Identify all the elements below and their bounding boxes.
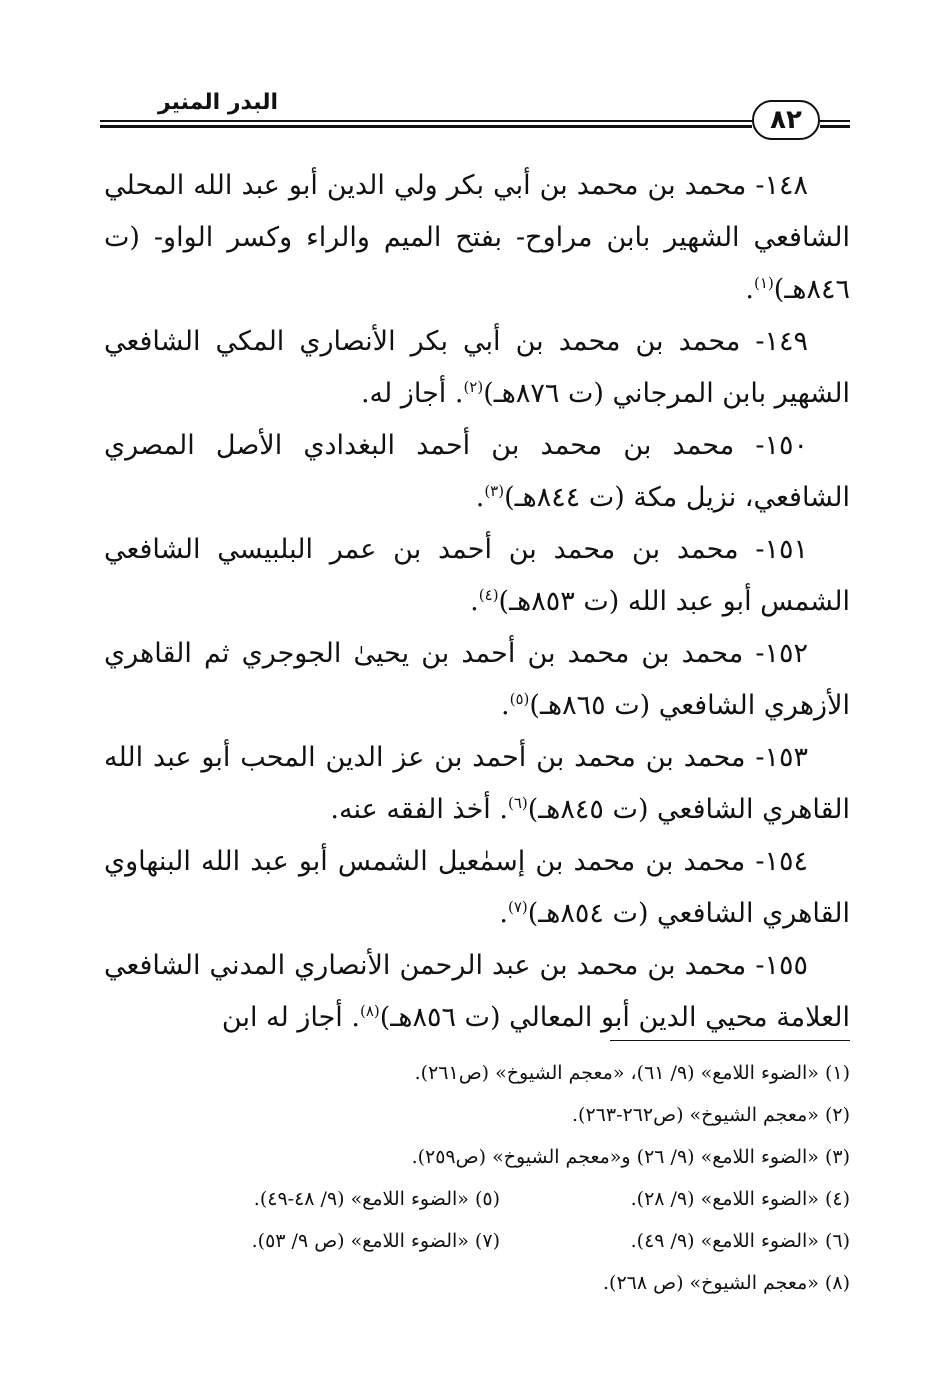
entry-number: ١٤٨ [764, 170, 808, 201]
header-rule-right-thick [820, 125, 850, 128]
entry-number: ١٥٤ [764, 846, 808, 877]
footnote-7: (٧) «الضوء اللامع» (ص ٩/ ٥٣). [251, 1230, 500, 1252]
footnote-ref[interactable]: (١) [754, 274, 774, 292]
footnote-row-4-5 [150, 1178, 850, 1220]
page-header [100, 84, 850, 144]
entry-text: محمد بن محمد بن أبي بكر ولي الدين أبو عبد الله المحلي الشافعي الشهير بابن مراوح- بفتح الميم والراء وكسر الواو- (ت ٨٤٦هـ) [104, 170, 850, 305]
entry-text: محمد بن محمد بن أحمد بن يحيىٰ الجوجري ثم القاهري الأزهري الشافعي (ت ٨٦٥هـ) [104, 638, 850, 721]
entry-tail: . [470, 586, 479, 617]
footnote-ref[interactable]: (٣) [484, 482, 505, 500]
footnote-4: (٤) «الضوء اللامع» (٩/ ٢٨). [630, 1188, 850, 1210]
footnote-ref[interactable]: (٢) [463, 378, 484, 396]
entry-text: محمد بن محمد بن أحمد البغدادي الأصل المصري الشافعي، نزيل مكة (ت ٨٤٤هـ) [104, 430, 850, 513]
main-text [104, 160, 850, 1044]
footnote-8: (٨) «معجم الشيوخ» (ص ٢٦٨). [602, 1272, 850, 1294]
entry-152: ١٥٢- محمد بن محمد بن أحمد بن يحيىٰ الجوجري ثم القاهري الأزهري الشافعي (ت ٨٦٥هـ)$^{(٥)}$. [104, 638, 850, 721]
book-title: البدر المنير [157, 90, 278, 115]
footnote-2: (٢) «معجم الشيوخ» (ص٢٦٢-٢٦٣). [571, 1104, 850, 1126]
entry-154: ١٥٤- محمد بن محمد بن إسمٰعيل الشمس أبو عبد الله البنهاوي القاهري الشافعي (ت ٨٥٤هـ)$^{(٧)}$. [104, 846, 850, 929]
header-rule-thin [100, 120, 752, 122]
entry-number: ١٥٢ [764, 638, 808, 669]
footnote-ref[interactable]: (٤) [478, 586, 499, 604]
entry-number: ١٥٣ [764, 742, 808, 773]
entry-text: محمد بن محمد بن عبد الرحمن الأنصاري المدني الشافعي العلامة محيي الدين أبو المعالي (ت ٨٥٦هـ) [104, 950, 850, 1033]
footnote-ref[interactable]: (٨) [359, 1002, 380, 1020]
header-rule-right-thin [820, 120, 850, 122]
entry-text: محمد بن محمد بن أحمد بن عمر البلبيسي الشافعي الشمس أبو عبد الله (ت ٨٥٣هـ) [104, 534, 850, 617]
footnotes [150, 1052, 850, 1304]
page-number-badge: ٨٢ [752, 100, 820, 140]
entry-149: ١٤٩- محمد بن محمد بن أبي بكر الأنصاري المكي الشافعي الشهير بابن المرجاني (ت ٨٧٦هـ)$^{(٢)}$. أجاز له. [104, 326, 850, 409]
footnote-ref[interactable]: (٦) [507, 794, 528, 812]
footnote-ref[interactable]: (٧) [507, 898, 528, 916]
entry-text: محمد بن محمد بن إسمٰعيل الشمس أبو عبد الله البنهاوي القاهري الشافعي (ت ٨٥٤هـ) [104, 846, 850, 929]
entry-number: ١٤٩ [764, 326, 808, 357]
entry-tail: . أجاز له ابن [221, 1002, 360, 1033]
entry-155: ١٥٥- محمد بن محمد بن عبد الرحمن الأنصاري المدني الشافعي العلامة محيي الدين أبو المعالي (ت ٨٥٦هـ)$^{(٨)}$. أجاز له ابن [104, 950, 850, 1033]
footnote-6: (٦) «الضوء اللامع» (٩/ ٤٩). [630, 1230, 850, 1252]
entry-tail: . [501, 690, 510, 721]
entry-151: ١٥١- محمد بن محمد بن أحمد بن عمر البلبيسي الشافعي الشمس أبو عبد الله (ت ٨٥٣هـ)$^{(٤)}$. [104, 534, 850, 617]
footnote-5: (٥) «الضوء اللامع» (٩/ ٤٨-٤٩). [253, 1188, 500, 1210]
footnote-1: (١) «الضوء اللامع» (٩/ ٦١)، «معجم الشيوخ» (ص٢٦١). [414, 1062, 850, 1084]
entry-tail: . [475, 482, 485, 513]
entry-text: محمد بن محمد بن أبي بكر الأنصاري المكي الشافعي الشهير بابن المرجاني (ت ٨٧٦هـ) [104, 326, 850, 409]
footnote-ref[interactable]: (٥) [509, 690, 530, 708]
entry-tail: . [745, 274, 755, 305]
footnote-3: (٣) «الضوء اللامع» (٩/ ٢٦) و«معجم الشيوخ» (ص٢٥٩). [411, 1146, 850, 1168]
entry-text: محمد بن محمد بن أحمد بن عز الدين المحب أبو عبد الله القاهري الشافعي (ت ٨٤٥هـ) [104, 742, 850, 825]
footnote-separator [610, 1040, 850, 1041]
entry-153: ١٥٣- محمد بن محمد بن أحمد بن عز الدين المحب أبو عبد الله القاهري الشافعي (ت ٨٤٥هـ)$^{(٦)}$. أخذ الفقه عنه. [104, 742, 850, 825]
entry-number: ١٥٥ [764, 950, 808, 981]
entry-number: ١٥١ [764, 534, 808, 565]
entry-tail: . أخذ الفقه عنه. [330, 794, 508, 825]
entry-150: ١٥٠- محمد بن محمد بن أحمد البغدادي الأصل المصري الشافعي، نزيل مكة (ت ٨٤٤هـ)$^{(٣)}$. [104, 430, 850, 513]
footnote-row-6-7 [150, 1220, 850, 1262]
entry-148: ١٤٨- محمد بن محمد بن أبي بكر ولي الدين أبو عبد الله المحلي الشافعي الشهير بابن مراوح- بفتح الميم والراء وكسر الواو- (ت ٨٤٦هـ)$^{(١)}$. [104, 170, 850, 305]
entry-number: ١٥٠ [764, 430, 808, 461]
entry-tail: . أجاز له. [360, 378, 464, 409]
entry-tail: . [499, 898, 508, 929]
header-rule-thick [100, 125, 752, 128]
